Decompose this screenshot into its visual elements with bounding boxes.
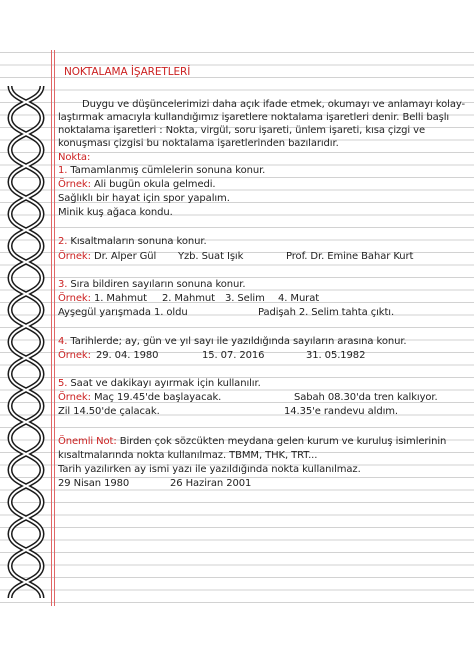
example-line-5 <box>58 406 458 419</box>
rule-3 <box>58 279 245 292</box>
example-item: 14.35'e randevu aldım. <box>284 406 398 417</box>
rule-text: Tarihlerde; ay, gün ve yıl sayı ile yazıldığında sayıların arasına konur. <box>67 336 407 347</box>
example-label: Örnek: <box>58 392 91 403</box>
example-label: Örnek: <box>58 350 91 361</box>
example-4 <box>58 350 458 363</box>
date-example: 29 Nisan 1980 <box>58 478 130 489</box>
example-item: Prof. Dr. Emine Bahar Kurt <box>286 251 414 262</box>
rule-number: 5. <box>58 378 68 389</box>
example-line: Sağlıklı bir hayat için spor yapalım. <box>58 193 230 204</box>
note-text: Birden çok sözcükten meydana gelen kurum ve kuruluş isimlerinin <box>116 436 447 447</box>
note-line: kısaltmalarında nokta kullanılmaz. TBMM, THK, TRT... <box>58 450 318 461</box>
example-line: Minik kuş ağaca kondu. <box>58 207 173 218</box>
note-line: Tarih yazılırken ay ismi yazı ile yazıldığında nokta kullanılmaz. <box>58 464 361 475</box>
example-item: 1. Mahmut <box>94 293 147 304</box>
date-example: 26 Haziran 2001 <box>170 478 252 489</box>
margin-line <box>51 50 52 606</box>
rule-text: Kısaltmaların sonuna konur. <box>67 236 207 247</box>
intro-line: laştırmak amacıyla kullandığımız işaretlere noktalama işaretleri denir. Belli başlı <box>58 112 450 123</box>
example-item: Ayşegül yarışmada 1. oldu <box>58 307 188 318</box>
example-item: Zil 14.50'de çalacak. <box>58 406 160 417</box>
intro-line: noktalama işaretleri : Nokta, virgül, soru işareti, ünlem işareti, kısa çizgi ve <box>58 125 426 136</box>
example-3 <box>58 293 458 306</box>
rule-2 <box>58 236 207 249</box>
example-line-3 <box>58 307 458 320</box>
rule-5 <box>58 378 261 391</box>
example-item: 3. Selim <box>225 293 265 304</box>
example-item: 2. Mahmut <box>162 293 215 304</box>
example-item: Dr. Alper Gül <box>94 251 157 262</box>
braid-border-decoration <box>4 86 48 598</box>
rule-number: 3. <box>58 279 68 290</box>
note-dates <box>58 478 358 491</box>
note-label: Önemli Not: <box>58 436 117 447</box>
example-item: Padişah 2. Selim tahta çıktı. <box>258 307 395 318</box>
example-item: Yzb. Suat Işık <box>178 251 244 262</box>
margin-line <box>54 50 55 606</box>
example-5 <box>58 392 458 405</box>
nokta-heading: Nokta: <box>58 152 91 163</box>
intro-line: konuşması çizgisi bu noktalama işaretlerinden bazılarıdır. <box>58 138 339 149</box>
example-label: Örnek: <box>58 179 91 190</box>
example-1 <box>58 179 216 192</box>
example-2 <box>58 251 458 264</box>
page-title: NOKTALAMA İŞARETLERİ <box>64 66 191 78</box>
rule-text: Tamamlanmış cümlelerin sonuna konur. <box>67 165 266 176</box>
example-item: 15. 07. 2016 <box>202 350 265 361</box>
example-item: Sabah 08.30'da tren kalkıyor. <box>294 392 438 403</box>
example-item: Maç 19.45'de başlayacak. <box>90 392 222 403</box>
bottom-margin <box>0 606 474 670</box>
example-label: Örnek: <box>58 293 91 304</box>
top-margin <box>0 0 474 50</box>
rule-4 <box>58 336 407 349</box>
rule-text: Saat ve dakikayı ayırmak için kullanılır. <box>67 378 261 389</box>
rule-1 <box>58 165 265 178</box>
important-note <box>58 436 446 449</box>
rule-number: 1. <box>58 165 68 176</box>
example-text: Ali bugün okula gelmedi. <box>90 179 216 190</box>
example-item: 31. 05.1982 <box>306 350 366 361</box>
rule-text: Sıra bildiren sayıların sonuna konur. <box>67 279 246 290</box>
example-label: Örnek: <box>58 251 91 262</box>
example-item: 4. Murat <box>278 293 320 304</box>
intro-line: Duygu ve düşüncelerimizi daha açık ifade etmek, okumayı ve anlamayı kolay- <box>82 99 466 110</box>
example-item: 29. 04. 1980 <box>96 350 159 361</box>
rule-number: 4. <box>58 336 68 347</box>
rule-number: 2. <box>58 236 68 247</box>
